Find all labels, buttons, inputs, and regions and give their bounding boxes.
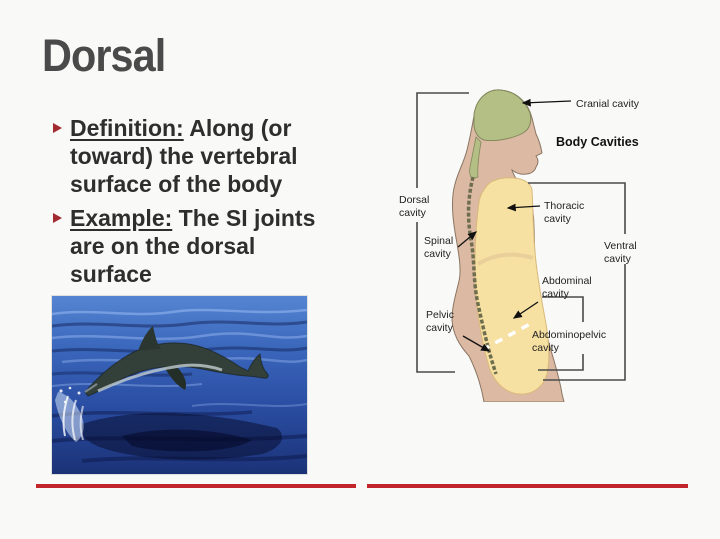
footer-accent-line-left xyxy=(36,484,356,488)
bullet-example xyxy=(52,204,352,288)
example-term: Example: xyxy=(70,205,173,231)
label-pelvic-cavity-2: cavity xyxy=(426,322,453,334)
label-thoracic-cavity: Thoracic xyxy=(544,200,585,212)
bullet-line: surface of the body xyxy=(70,171,283,197)
label-thoracic-cavity-2: cavity xyxy=(544,213,571,225)
label-abdominopelvic-cavity-2: cavity xyxy=(532,342,559,354)
cranial-cavity-region xyxy=(474,90,531,141)
label-abdominopelvic-cavity: Abdominopelvic xyxy=(532,329,607,341)
label-spinal-cavity-2: cavity xyxy=(424,248,451,260)
bullet-definition xyxy=(52,114,352,198)
bullet-line xyxy=(70,204,352,232)
label-cranial-cavity: Cranial cavity xyxy=(576,98,640,110)
label-dorsal-cavity-2: cavity xyxy=(399,207,426,219)
bullet-line: surface xyxy=(70,261,152,287)
label-ventral-cavity: Ventral xyxy=(604,240,637,252)
definition-rest: Along (or xyxy=(183,115,292,141)
dolphin-photo xyxy=(51,295,308,475)
body-cavities-diagram xyxy=(388,82,706,402)
label-abdominal-cavity-2: cavity xyxy=(542,288,569,300)
human-profile-figure xyxy=(452,90,564,402)
example-rest: The SI joints xyxy=(172,205,316,231)
label-pelvic-cavity: Pelvic xyxy=(426,309,455,321)
bullet-list xyxy=(52,114,352,294)
label-ventral-cavity-2: cavity xyxy=(604,253,631,265)
footer-accent-line-right xyxy=(367,484,688,488)
label-dorsal-cavity: Dorsal xyxy=(399,194,430,206)
bullet-triangle-icon xyxy=(53,213,62,223)
bullet-line: are on the dorsal xyxy=(70,233,256,259)
bullet-line xyxy=(70,114,352,142)
cranial-arrow xyxy=(523,101,571,103)
diagram-title: Body Cavities xyxy=(556,135,639,149)
bullet-line: toward) the vertebral xyxy=(70,143,298,169)
bullet-triangle-icon xyxy=(53,123,62,133)
label-spinal-cavity: Spinal xyxy=(424,235,454,247)
slide-title: Dorsal xyxy=(42,30,166,81)
definition-term: Definition: xyxy=(70,115,184,141)
label-abdominal-cavity: Abdominal xyxy=(542,275,592,287)
